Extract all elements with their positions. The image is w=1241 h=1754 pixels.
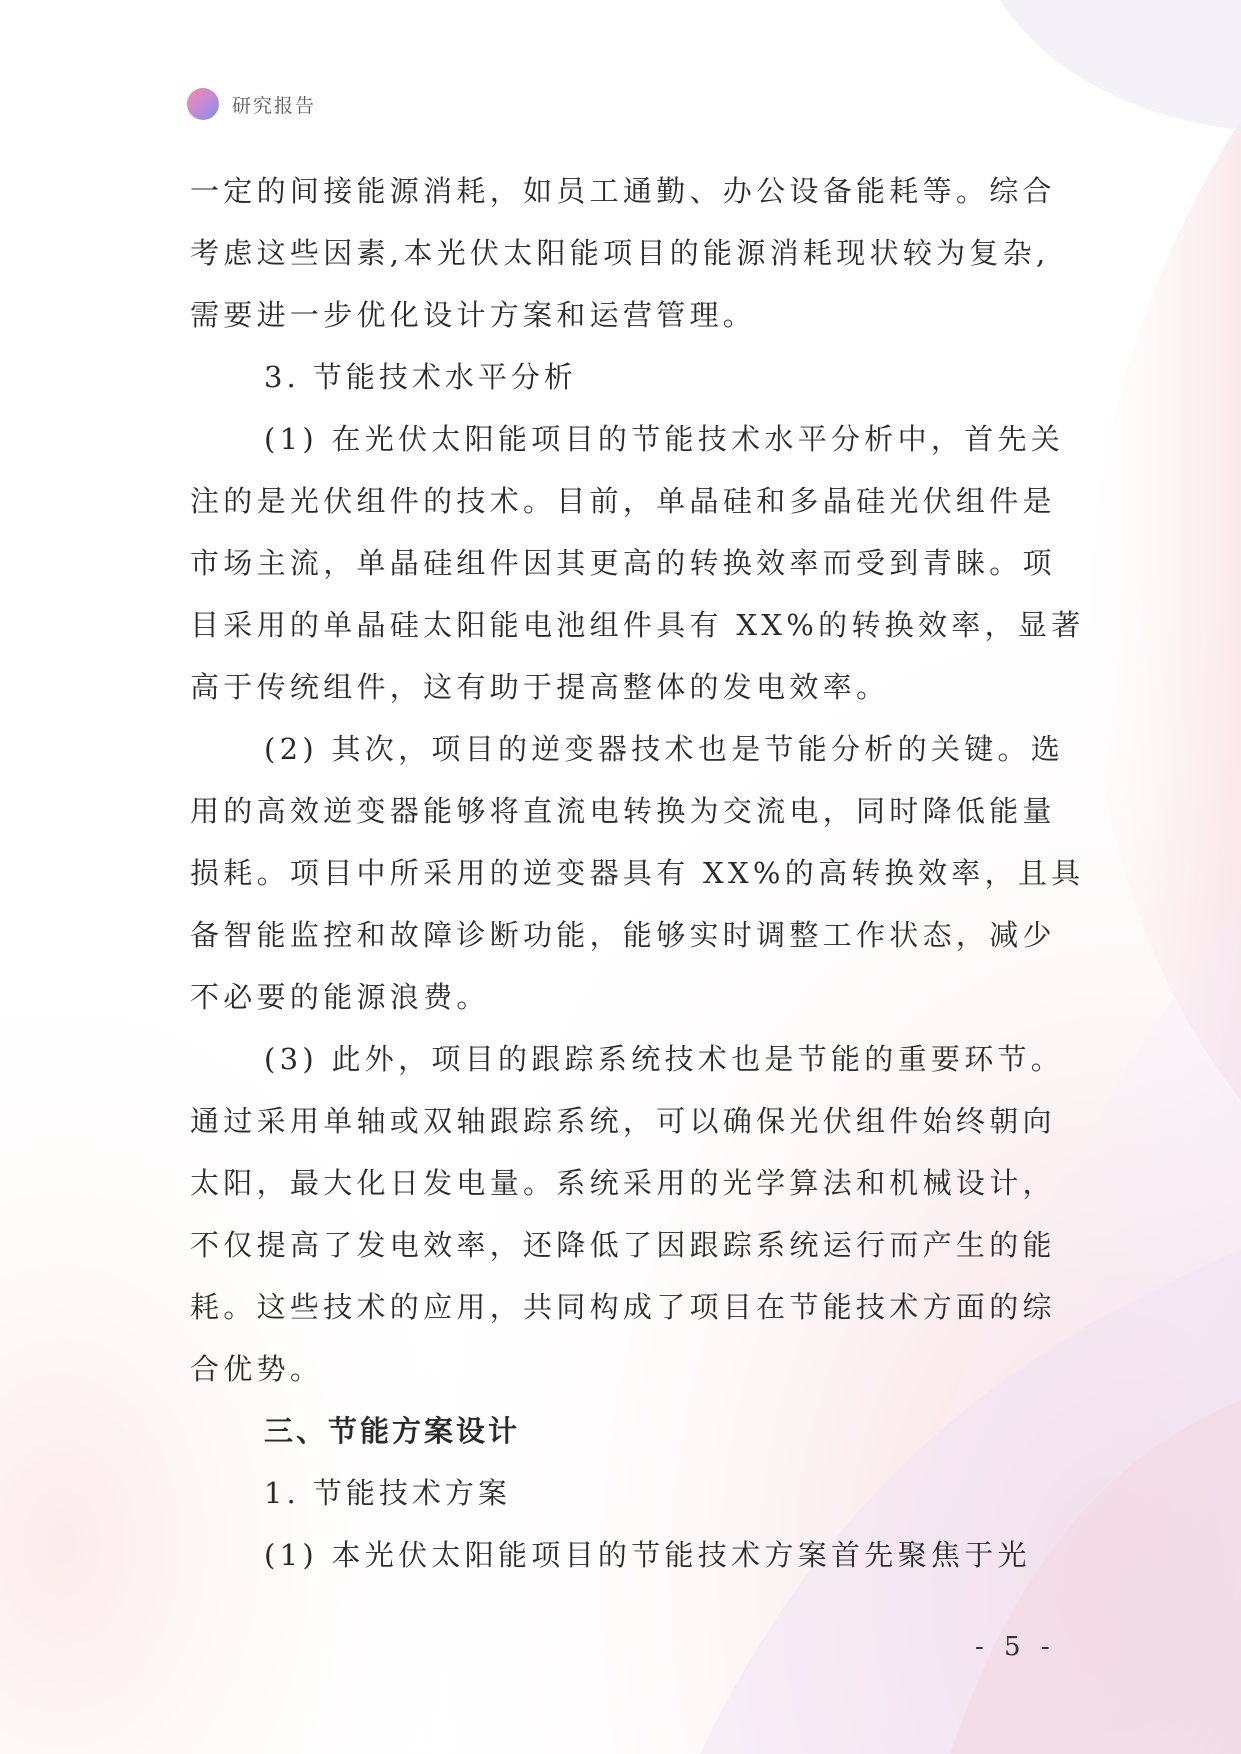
text-line: 市场主流，单晶硅组件因其更高的转换效率而受到青睐。项 bbox=[190, 546, 1056, 580]
text-line: 不必要的能源浪费。 bbox=[190, 980, 490, 1014]
text-line: 合优势。 bbox=[190, 1352, 324, 1386]
text-line: 用的高效逆变器能够将直流电转换为交流电，同时降低能量 bbox=[190, 794, 1056, 828]
text-line: 备智能监控和故障诊断功能，能够实时调整工作状态，减少 bbox=[190, 918, 1056, 952]
text-line: 高于传统组件，这有助于提高整体的发电效率。 bbox=[190, 670, 890, 704]
section-heading: 3. 节能技术水平分析 bbox=[264, 360, 577, 394]
report-logo-icon bbox=[187, 88, 219, 120]
header-label: 研究报告 bbox=[232, 94, 317, 117]
text-line: 一定的间接能源消耗，如员工通勤、办公设备能耗等。综合 bbox=[190, 174, 1056, 208]
text-line: 耗。这些技术的应用，共同构成了项目在节能技术方面的综 bbox=[190, 1290, 1056, 1324]
text-line: (2) 其次，项目的逆变器技术也是节能分析的关键。选 bbox=[264, 732, 1065, 766]
text-line: (1) 本光伏太阳能项目的节能技术方案首先聚焦于光 bbox=[264, 1538, 1031, 1572]
text-line: (1) 在光伏太阳能项目的节能技术水平分析中，首先关 bbox=[264, 422, 1065, 456]
document-header bbox=[187, 88, 316, 120]
text-line: 太阳，最大化日发电量。系统采用的光学算法和机械设计， bbox=[190, 1166, 1056, 1200]
text-line: 注的是光伏组件的技术。目前，单晶硅和多晶硅光伏组件是 bbox=[190, 484, 1056, 518]
text-line: 需要进一步优化设计方案和运营管理。 bbox=[190, 298, 757, 332]
document-body bbox=[190, 160, 1090, 1586]
text-line: 不仅提高了发电效率，还降低了因跟踪系统运行而产生的能 bbox=[190, 1228, 1056, 1262]
text-line: 目采用的单晶硅太阳能电池组件具有 XX%的转换效率，显著 bbox=[190, 608, 1085, 642]
text-line: 考虑这些因素,本光伏太阳能项目的能源消耗现状较为复杂, bbox=[190, 236, 1050, 270]
text-line: 损耗。项目中所采用的逆变器具有 XX%的高转换效率，且具 bbox=[190, 856, 1085, 890]
text-line: (3) 此外，项目的跟踪系统技术也是节能的重要环节。 bbox=[264, 1042, 1065, 1076]
page-number: - 5 - bbox=[975, 1632, 1056, 1662]
chapter-heading: 三、节能方案设计 bbox=[264, 1414, 521, 1448]
subsection-heading: 1. 节能技术方案 bbox=[264, 1476, 511, 1510]
text-line: 通过采用单轴或双轴跟踪系统，可以确保光伏组件始终朝向 bbox=[190, 1104, 1056, 1138]
